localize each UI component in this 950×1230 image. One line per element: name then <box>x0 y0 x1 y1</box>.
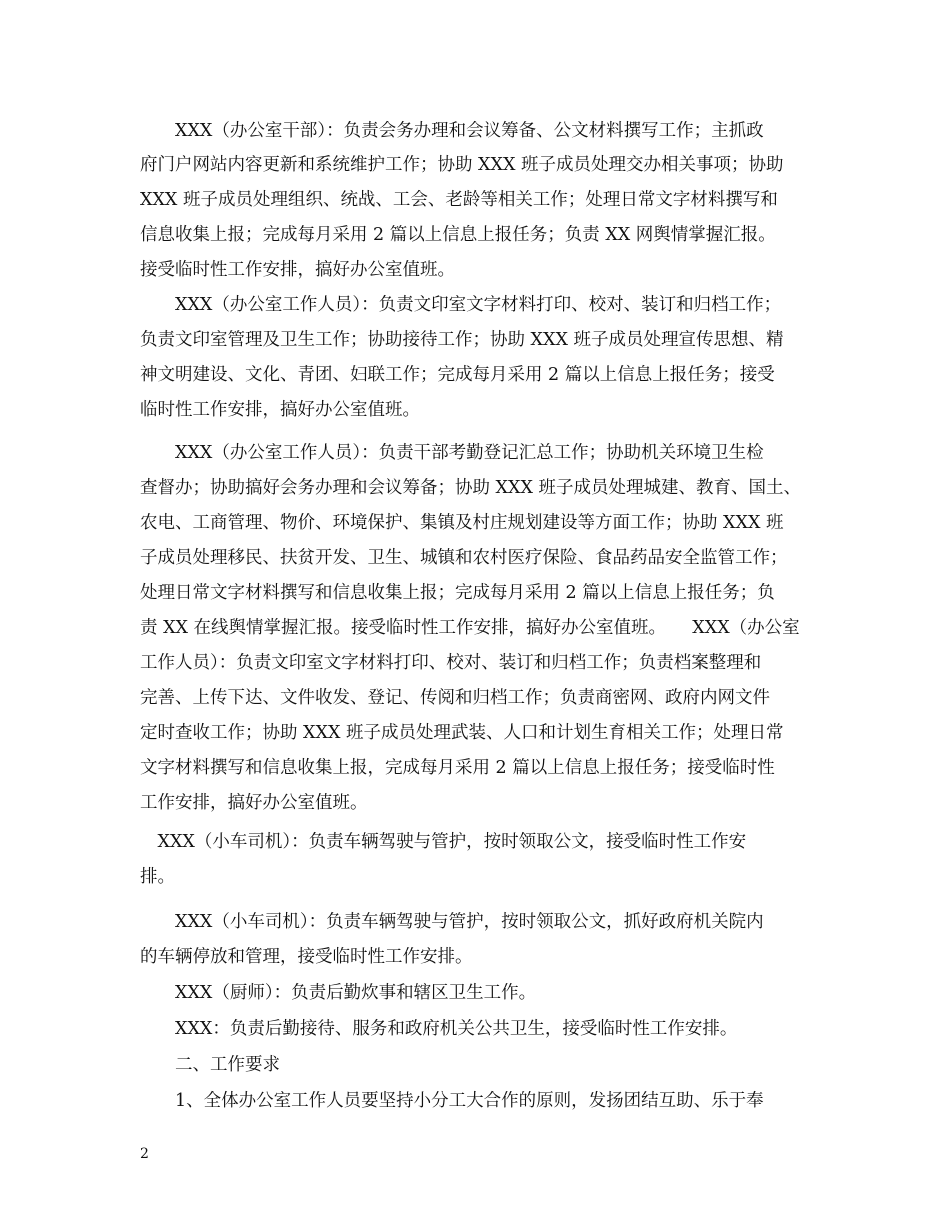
text-line: XXX 班子成员处理组织、统战、工会、老龄等相关工作；处理日常文字材料撰写和 <box>140 190 778 210</box>
text-line: XXX（办公室工作人员）：负责干部考勤登记汇总工作；协助机关环境卫生检 <box>140 443 764 463</box>
text-line: 完善、上传下达、文件收发、登记、传阅和归档工作；负责商密网、政府内网文件 <box>140 688 770 708</box>
text-line: XXX（办公室工作人员）：负责文印室文字材料打印、校对、装订和归档工作； <box>140 295 782 315</box>
text-line: 定时查收工作；协助 XXX 班子成员处理武装、人口和计划生育相关工作；处理日常 <box>140 723 784 743</box>
text-line: 责 XX 在线舆情掌握汇报。接受临时性工作安排，搞好办公室值班。 XXX（办公室 <box>140 618 800 638</box>
text-line: 处理日常文字材料撰写和信息收集上报；完成每月采用 2 篇以上信息上报任务；负 <box>140 583 775 603</box>
text-line: 的车辆停放和管理，接受临时性工作安排。 <box>140 947 473 967</box>
text-line: XXX（办公室干部）：负责会务办理和会议筹备、公文材料撰写工作；主抓政 <box>140 121 764 141</box>
text-line: 临时性工作安排，搞好办公室值班。 <box>140 400 420 420</box>
text-line: 1、全体办公室工作人员要坚持小分工大合作的原则，发扬团结互助、乐于奉 <box>140 1091 764 1111</box>
text-line: 神文明建设、文化、青团、妇联工作；完成每月采用 2 篇以上信息上报任务；接受 <box>140 365 775 385</box>
text-line: 工作安排，搞好办公室值班。 <box>140 793 368 813</box>
text-line: 接受临时性工作安排，搞好办公室值班。 <box>140 260 455 280</box>
text-line: XXX（小车司机）：负责车辆驾驶与管护，按时领取公文，接受临时性工作安 <box>140 832 747 852</box>
text-line: 工作人员）：负责文印室文字材料打印、校对、装订和归档工作；负责档案整理和 <box>140 653 762 673</box>
text-line: 负责文印室管理及卫生工作；协助接待工作；协助 XXX 班子成员处理宣传思想、精 <box>140 330 784 350</box>
text-line: 府门户网站内容更新和系统维护工作；协助 XXX 班子成员处理交办相关事项；协助 <box>140 155 784 175</box>
text-line: XXX（厨师）：负责后勤炊事和辖区卫生工作。 <box>140 983 537 1003</box>
text-line: 信息收集上报；完成每月采用 2 篇以上信息上报任务；负责 XX 网舆情掌握汇报。 <box>140 225 776 245</box>
text-line: 排。 <box>140 867 175 887</box>
text-line: 子成员处理移民、扶贫开发、卫生、城镇和农村医疗保险、食品药品安全监管工作； <box>140 548 788 568</box>
text-line: XXX（小车司机）：负责车辆驾驶与管护，按时领取公文，抓好政府机关院内 <box>140 912 764 932</box>
text-line: XXX：负责后勤接待、服务和政府机关公共卫生，接受临时性工作安排。 <box>140 1019 738 1039</box>
text-line: 查督办；协助搞好会务办理和会议筹备；协助 XXX 班子成员处理城建、教育、国土、 <box>140 478 801 498</box>
page-number: 2 <box>140 1146 149 1162</box>
text-line: 二、工作要求 <box>140 1055 280 1075</box>
text-line: 农电、工商管理、物价、环境保护、集镇及村庄规划建设等方面工作；协助 XXX 班 <box>140 513 784 533</box>
text-line: 文字材料撰写和信息收集上报，完成每月采用 2 篇以上信息上报任务；接受临时性 <box>140 758 775 778</box>
